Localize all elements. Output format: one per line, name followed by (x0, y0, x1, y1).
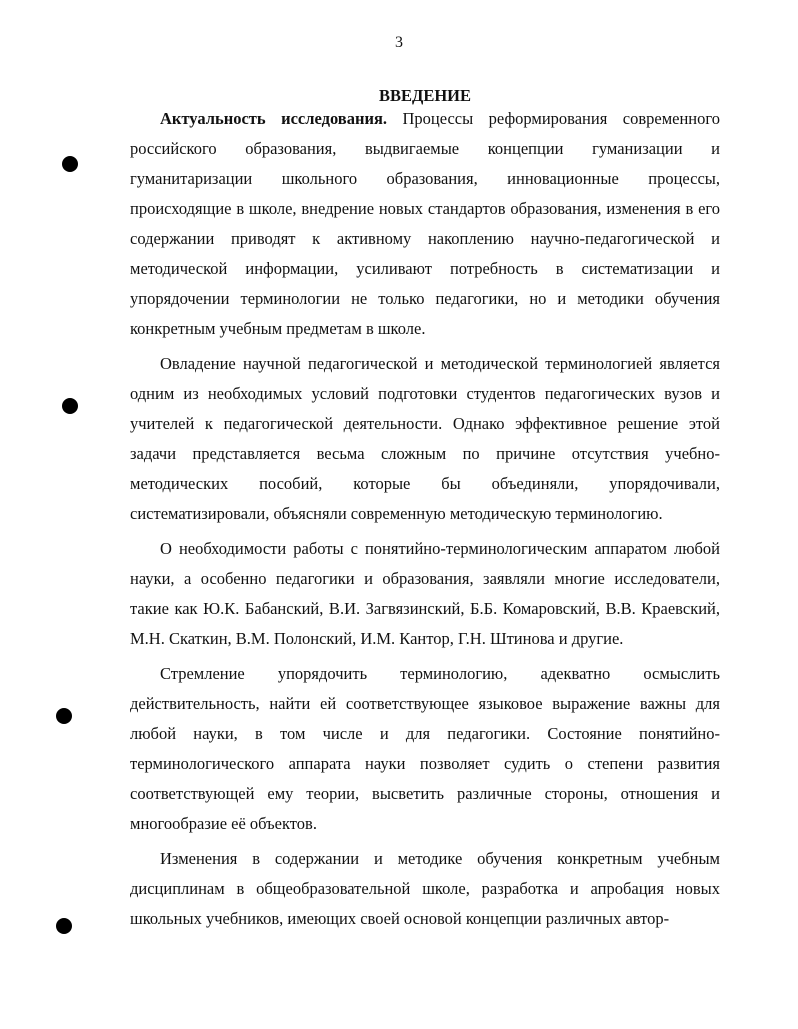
paragraph-3: О необходимости работы с понятийно-терминологическим аппаратом любой науки, а особенно педагогики и образования, заявляли многие исследователи, такие как Ю.К. Бабанский, В.И. Загвязинский, Б.Б. Комаровский, В.В. Краевский, М.Н. Скаткин, В.М. Полонский, И.М. Кантор, Г.Н. Штинова и другие. (130, 539, 720, 648)
punch-hole-icon (56, 918, 72, 934)
punch-hole-icon (62, 398, 78, 414)
paragraph-lead: Актуальность исследования. (160, 109, 388, 128)
document-body (130, 104, 720, 934)
punch-hole-icon (56, 708, 72, 724)
paragraph-4: Стремление упорядочить терминологию, адекватно осмыслить действительность, найти ей соответствующее языковое выражение важны для любой науки, в том числе и для педагогики. Состояние понятийно-терминологического аппарата науки позволяет судить о степени развития соответствующей ему теории, высветить различные стороны, отношения и многообразие её объектов. (130, 664, 720, 833)
paragraph-2: Овладение научной педагогической и методической терминологией является одним из необходимых условий подготовки студентов педагогических вузов и учителей к педагогической деятельности. Однако эффективное решение этой задачи представляется весьма сложным по причине отсутствия учебно-методических пособий, которые бы объединяли, упорядочивали, систематизировали, объясняли современную методическую терминологию. (130, 354, 720, 523)
paragraph-1 (130, 104, 720, 344)
paragraph-5: Изменения в содержании и методике обучения конкретным учебным дисциплинам в общеобразовательной школе, разработка и апробация новых школьных учебников, имеющих своей основой концепции различных автор- (130, 849, 720, 928)
paragraph-text: Процессы реформирования современного российского образования, выдвигаемые концепции гуманизации и гуманитаризации школьного образования, инновационные процессы, происходящие в школе, внедрение новых стандартов образования, изменения в его содержании приводят к активному накоплению научно-педагогической и методической информации, усиливают потребность в систематизации и упорядочении терминологии не только педагогики, но и методики обучения конкретным учебным предметам в школе. (130, 109, 720, 338)
punch-hole-icon (62, 156, 78, 172)
page-title: ВВЕДЕНИЕ (378, 86, 472, 105)
page-number: 3 (395, 34, 403, 51)
